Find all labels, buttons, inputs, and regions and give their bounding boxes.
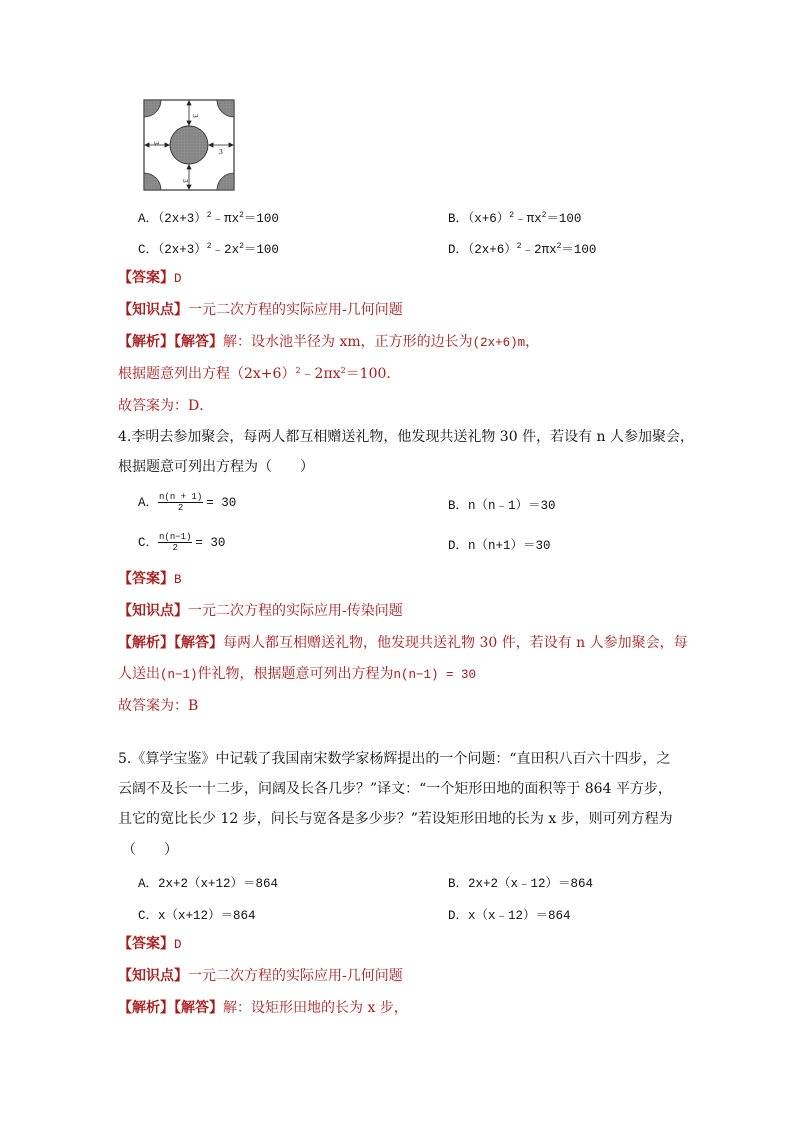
figure-label-bottom: 3: [181, 179, 188, 183]
q4-stem-line1: 4.李明去参加聚会，每两人都互相赠送礼物，他发现共送礼物 30 件，若设有 n 人参加聚会，: [118, 429, 694, 445]
q5-stem-line2: 云阔不及长一十二步，问阔及长各几步？”译文：“一个矩形田地的面积等于 864 平方步，: [118, 781, 672, 797]
geometry-figure: [143, 99, 235, 191]
figure-label-right: 3: [219, 149, 223, 156]
q4-option-b: B．n（n﹣1）＝30: [448, 499, 556, 513]
q3-option-a: A．$(2x+3)^2﹣\pi x^2=100$: [138, 211, 279, 226]
q4-option-d: D．n（n+1）＝30: [448, 539, 551, 553]
q5-option-b: B．2x+2（x﹣12）＝864: [448, 877, 594, 891]
q5-stem-line3: 且它的宽比长少 12 步，问长与宽各是多少步？”若设矩形田地的长为 x 步，则可列方程为: [118, 811, 673, 827]
q3-option-d: D．$(2x+6)^2﹣2\pi x^2=100$: [448, 242, 597, 257]
q3-option-c: C．$(2x+3)^2﹣2x^2=100$: [138, 242, 279, 257]
q4-knowledge-point: 【知识点】一元二次方程的实际应用-传染问题: [118, 603, 403, 619]
q3-answer: 【答案】D: [118, 270, 182, 286]
q4-final-answer: 故答案为：B: [118, 698, 199, 714]
q4-answer: 【答案】B: [118, 571, 182, 587]
figure-label-left: 3: [152, 141, 159, 145]
q4-analysis-line2: 人送出(n−1)件礼物，根据题意可列出方程为n(n−1) = 30: [118, 666, 477, 682]
q3-option-b: B．$(x+6)^2﹣\pi x^2=100$: [448, 211, 582, 226]
q5-option-d: D．x（x﹣12）＝864: [448, 909, 571, 923]
q5-stem-line4: （ ）: [122, 842, 178, 858]
q5-option-c: C．x（x+12）＝864: [138, 909, 256, 923]
q4-stem-line2: 根据题意可列出方程为（ ）: [118, 459, 314, 475]
q3-final-answer: 故答案为：D．: [118, 398, 214, 414]
q4-option-a: A． $\frac{n(n + 1)}{2}$ = 30: [138, 492, 237, 514]
q3-analysis-equation: 根据题意列出方程$(2x+6)^2﹣2\pi x^2=100$．: [118, 366, 401, 382]
q4-option-c: C． $\frac{n(n-1)}{2}$ = 30: [138, 532, 226, 554]
q5-answer: 【答案】D: [118, 936, 182, 952]
q4-analysis: 【解析】【解答】每两人都互相赠送礼物，他发现共送礼物 30 件，若设有 n 人参加聚会，每: [118, 635, 688, 651]
q5-stem-line1: 5.《算学宝鉴》中记载了我国南宋数学家杨辉提出的一个问题：“直田积八百六十四步，之: [118, 751, 671, 767]
q5-option-a: A．2x+2（x+12）＝864: [138, 877, 279, 891]
q5-knowledge-point: 【知识点】一元二次方程的实际应用-几何问题: [118, 968, 403, 984]
q3-analysis: 【解析】【解答】解：设水池半径为 xm，正方形的边长为(2x+6)m，: [118, 334, 540, 350]
q3-knowledge-point: 【知识点】一元二次方程的实际应用-几何问题: [118, 302, 403, 318]
q5-analysis: 【解析】【解答】解：设矩形田地的长为 x 步，: [118, 1000, 408, 1016]
figure-label-top: 3: [191, 114, 198, 118]
center-circle-pool: [170, 126, 208, 164]
